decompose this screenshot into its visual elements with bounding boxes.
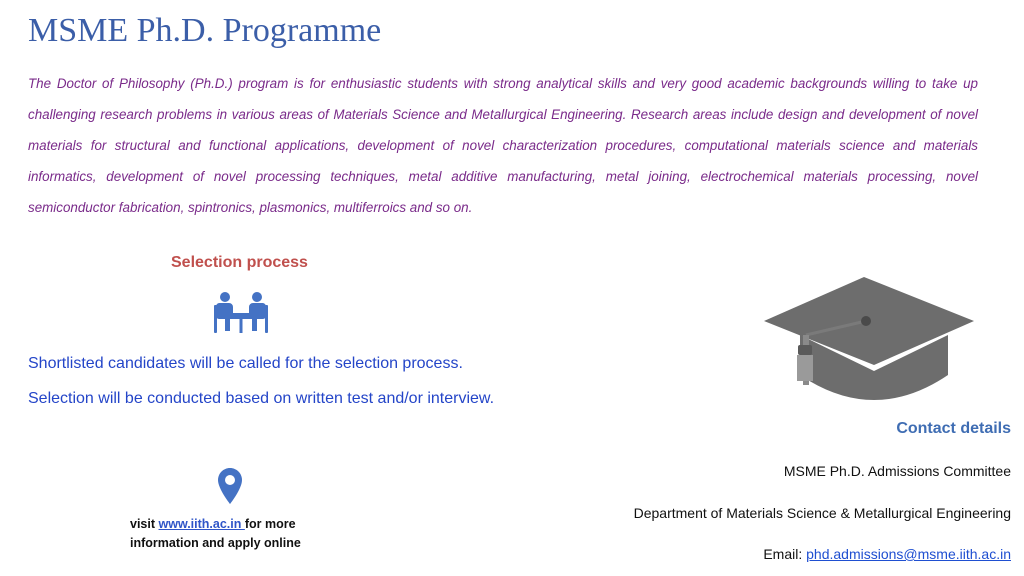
graduation-cap-icon bbox=[762, 275, 1008, 407]
contact-heading: Contact details bbox=[896, 420, 1011, 437]
selection-line-test: Selection will be conducted based on written test and/or interview. bbox=[28, 390, 495, 407]
visit-website-text bbox=[130, 515, 340, 552]
visit-suffix: for more information and apply online bbox=[130, 517, 301, 550]
website-link[interactable]: www.iith.ac.in bbox=[158, 517, 245, 531]
page-title: MSME Ph.D. Programme bbox=[28, 12, 382, 49]
contact-email-line bbox=[763, 546, 1011, 562]
location-pin-icon bbox=[218, 468, 242, 504]
visit-prefix: visit bbox=[130, 517, 159, 531]
email-link[interactable]: phd.admissions@msme.iith.ac.in bbox=[806, 546, 1011, 562]
selection-line-shortlist: Shortlisted candidates will be called for the selection process. bbox=[28, 355, 463, 372]
selection-heading: Selection process bbox=[171, 254, 308, 271]
meeting-icon bbox=[212, 291, 270, 333]
email-label: Email: bbox=[763, 546, 807, 562]
program-description: The Doctor of Philosophy (Ph.D.) program is for enthusiastic students with strong analytical skills and very good academic backgrounds willing to take up challenging research problems in various areas of Materials Science and Metallurgical Engineering. Research areas include design and development of novel materials for structural and functional applications, development of novel characterization procedures, computational materials science and materials informatics, development of novel processing techniques, metal additive manufacturing, metal joining, electrochemical materials processing, novel semiconductor fabrication, spintronics, plasmonics, multiferroics and so on. bbox=[28, 76, 978, 215]
contact-committee: MSME Ph.D. Admissions Committee bbox=[783, 463, 1011, 479]
contact-department: Department of Materials Science & Metallurgical Engineering bbox=[633, 505, 1011, 521]
